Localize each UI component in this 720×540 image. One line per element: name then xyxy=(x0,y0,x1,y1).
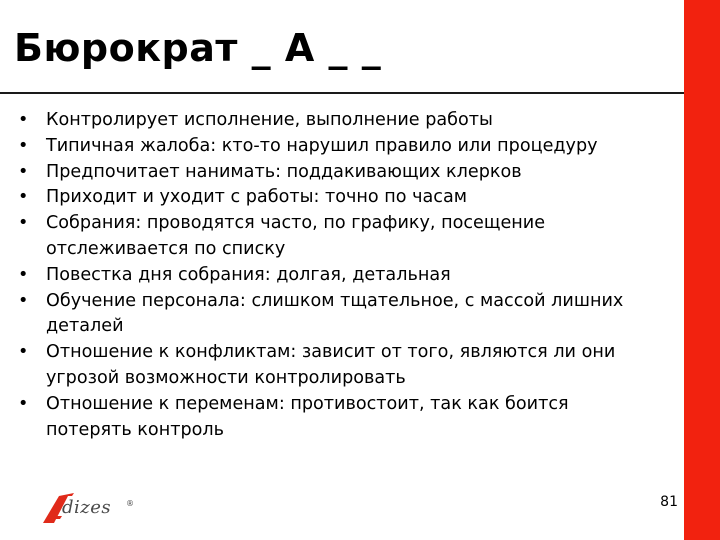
bullet-item xyxy=(18,160,658,186)
bullet-item xyxy=(18,340,658,392)
accent-side-bar xyxy=(684,0,720,540)
bullet-dot: • xyxy=(18,342,29,363)
bullet-dot: • xyxy=(18,187,29,208)
bullet-item xyxy=(18,289,658,341)
bullet-list xyxy=(18,108,658,443)
bullet-text: Повестка дня собрания: долгая, детальная xyxy=(46,264,451,285)
bullet-text: Обучение персонала: слишком тщательное, с массой лишних деталей xyxy=(46,290,624,337)
bullet-item xyxy=(18,185,658,211)
bullet-text: Отношение к переменам: противостоит, так как боится потерять контроль xyxy=(46,393,569,440)
bullet-dot: • xyxy=(18,264,29,285)
bullet-text: Приходит и уходит с работы: точно по часам xyxy=(46,187,468,208)
bullet-item xyxy=(18,263,658,289)
bullet-item xyxy=(18,392,658,444)
bullet-text: Типичная жалоба: кто-то нарушил правило или процедуру xyxy=(46,135,598,156)
logo-wordmark: dizes xyxy=(62,497,112,518)
bullet-dot: • xyxy=(18,110,29,130)
bullet-text: Контролирует исполнение, выполнение работы xyxy=(46,110,493,130)
bullet-text: Отношение к конфликтам: зависит от того, являются ли они угрозой возможности контролировать xyxy=(46,342,616,388)
bullet-dot: • xyxy=(18,161,29,182)
bullet-text: Собрания: проводятся часто, по графику, посещение отслеживается по списку xyxy=(46,213,546,259)
bullet-dot: • xyxy=(18,135,29,156)
bullet-item xyxy=(18,108,658,134)
bullet-dot: • xyxy=(18,393,29,414)
bullet-item xyxy=(18,211,658,263)
slide-title: Бюрократ _ А _ _ xyxy=(14,26,382,70)
registered-mark: ® xyxy=(126,499,134,508)
page-number: 81 xyxy=(660,494,678,510)
bullet-item xyxy=(18,134,658,160)
bullet-dot: • xyxy=(18,290,29,311)
bullet-text: Предпочитает нанимать: поддакивающих клерков xyxy=(46,161,522,182)
title-divider xyxy=(0,92,684,94)
bullet-dot: • xyxy=(18,213,29,234)
